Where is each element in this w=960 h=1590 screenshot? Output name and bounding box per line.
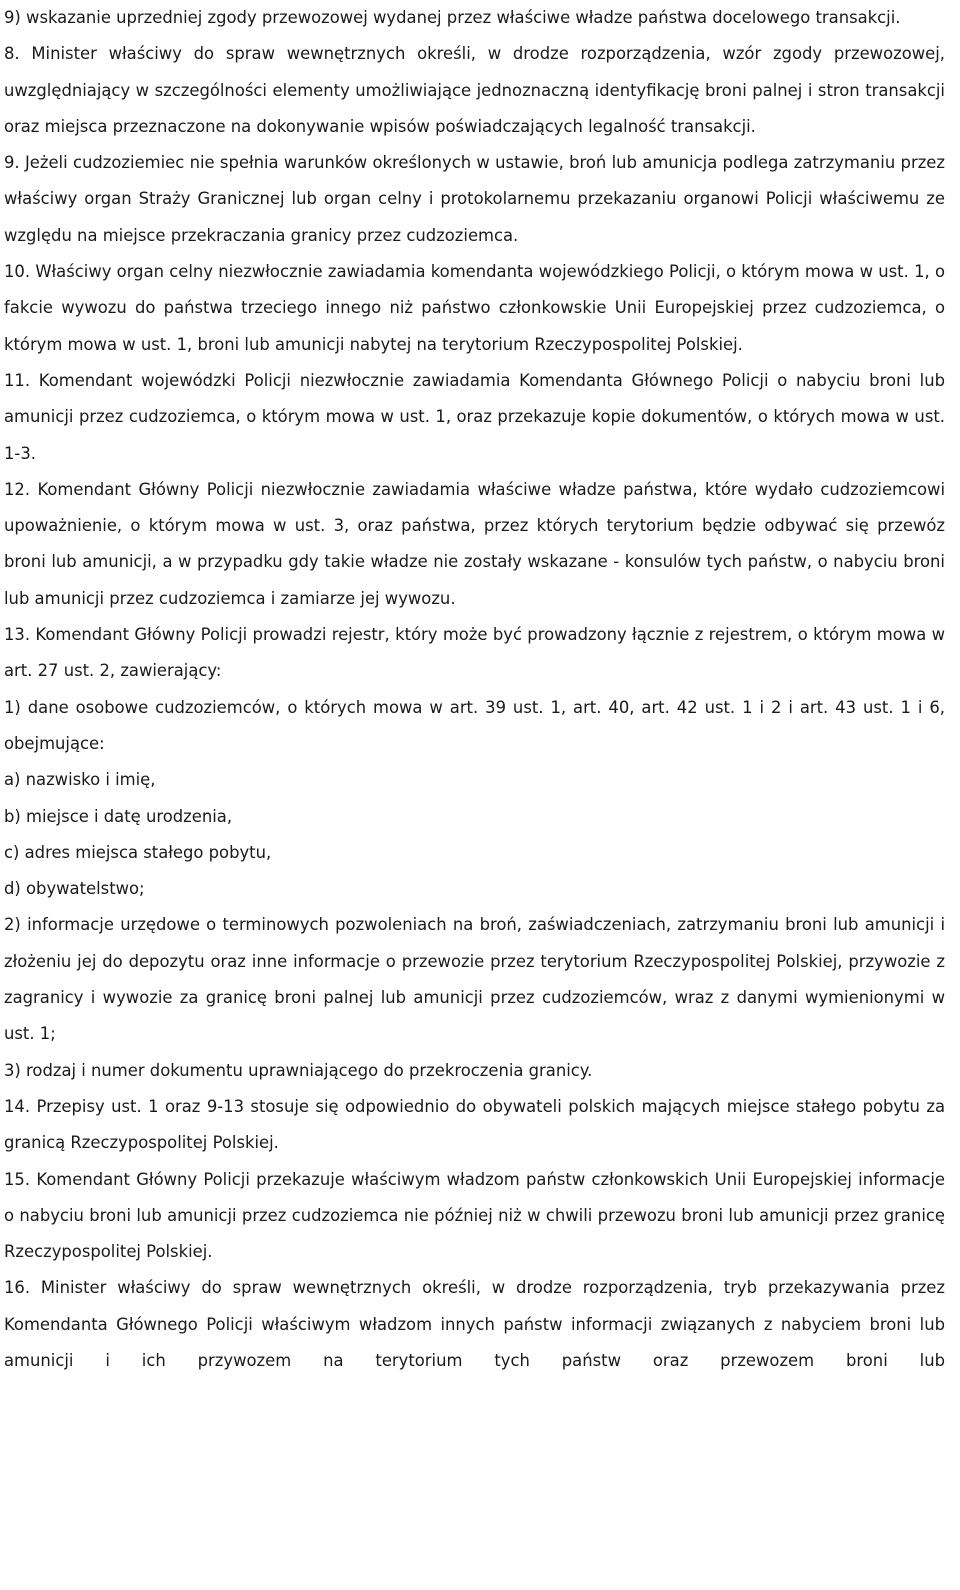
- sub-item-d: d) obywatelstwo;: [4, 879, 145, 899]
- paragraph-11: 11. Komendant wojewódzki Policji niezwłocznie zawiadamia Komendanta Głównego Policji o nabyciu broni lub amunicji przez cudzoziemca, o którym mowa w ust. 1, oraz przekazuje kopie dokumentów, o których mowa w ust. 1-3.: [4, 370, 945, 463]
- sub-item-c: c) adres miejsca stałego pobytu,: [4, 842, 272, 862]
- list-item-3: 3) rodzaj i numer dokumentu uprawniającego do przekroczenia granicy.: [4, 1060, 593, 1080]
- paragraph-14: 14. Przepisy ust. 1 oraz 9-13 stosuje się odpowiednio do obywateli polskich mających miejsce stałego pobytu za granicą Rzeczypospolitej Polskiej.: [4, 1096, 945, 1153]
- list-item-1: 1) dane osobowe cudzoziemców, o których mowa w art. 39 ust. 1, art. 40, art. 42 ust. 1 i 2 i art. 43 ust. 1 i 6, obejmujące:: [4, 697, 945, 753]
- paragraph-12: 12. Komendant Główny Policji niezwłocznie zawiadamia właściwe władze państwa, które wydało cudzoziemcowi upoważnienie, o którym mowa w ust. 3, oraz państwa, przez których terytorium będzie odbywać się przewóz broni lub amunicji, a w przypadku gdy takie władze nie zostały wskazane - konsulów tych państw, o nabyciu broni lub amunicji przez cudzoziemca i zamiarze jej wywozu.: [4, 479, 945, 608]
- list-item-2: 2) informacje urzędowe o terminowych pozwoleniach na broń, zaświadczeniach, zatrzymaniu broni lub amunicji i złożeniu jej do depozytu oraz inne informacje o przewozie przez terytorium Rzeczypospolitej Polskiej, przywozie z zagranicy i wywozie za granicę broni palnej lub amunicji przez cudzoziemców, wraz z danymi wymienionymi w ust. 1;: [4, 915, 945, 1044]
- sub-item-a: a) nazwisko i imię,: [4, 770, 156, 790]
- paragraph-16: 16. Minister właściwy do spraw wewnętrznych określi, w drodze rozporządzenia, tryb przekazywania przez Komendanta Głównego Policji właściwym władzom innych państw informacji związanych z nabyciem broni lub amunicji i ich przywozem na terytorium tych państw oraz przewozem broni lub: [4, 1278, 945, 1370]
- paragraph-10: 10. Właściwy organ celny niezwłocznie zawiadamia komendanta wojewódzkiego Policji, o którym mowa w ust. 1, o fakcie wywozu do państwa trzeciego innego niż państwo członkowskie Unii Europejskiej przez cudzoziemca, o którym mowa w ust. 1, broni lub amunicji nabytej na terytorium Rzeczypospolitej Polskiej.: [4, 262, 945, 354]
- paragraph-15: 15. Komendant Główny Policji przekazuje właściwym władzom państw członkowskich Unii Europejskiej informacje o nabyciu broni lub amunicji przez cudzoziemca nie później niż w chwili przewozu broni lub amunicji przez granicę Rzeczypospolitej Polskiej.: [4, 1169, 945, 1262]
- paragraph-8: 8. Minister właściwy do spraw wewnętrznych określi, w drodze rozporządzenia, wzór zgody przewozowej, uwzględniający w szczególności elementy umożliwiające jednoznaczną identyfikację broni palnej i stron transakcji oraz miejsca przeznaczone na dokonywanie wpisów poświadczających legalność transakcji.: [4, 44, 945, 136]
- document-page: [4, 0, 945, 1379]
- sub-item-b: b) miejsce i datę urodzenia,: [4, 806, 233, 826]
- paragraph-9: 9. Jeżeli cudzoziemiec nie spełnia warunków określonych w ustawie, broń lub amunicja podlega zatrzymaniu przez właściwy organ Straży Granicznej lub organ celny i protokolarnemu przekazaniu organowi Policji właściwemu ze względu na miejsce przekraczania granicy przez cudzoziemca.: [4, 153, 945, 245]
- paragraph-13: 13. Komendant Główny Policji prowadzi rejestr, który może być prowadzony łącznie z rejestrem, o którym mowa w art. 27 ust. 2, zawierający:: [4, 625, 945, 681]
- paragraph-9-point: 9) wskazanie uprzedniej zgody przewozowej wydanej przez właściwe władze państwa docelowego transakcji.: [4, 8, 901, 27]
